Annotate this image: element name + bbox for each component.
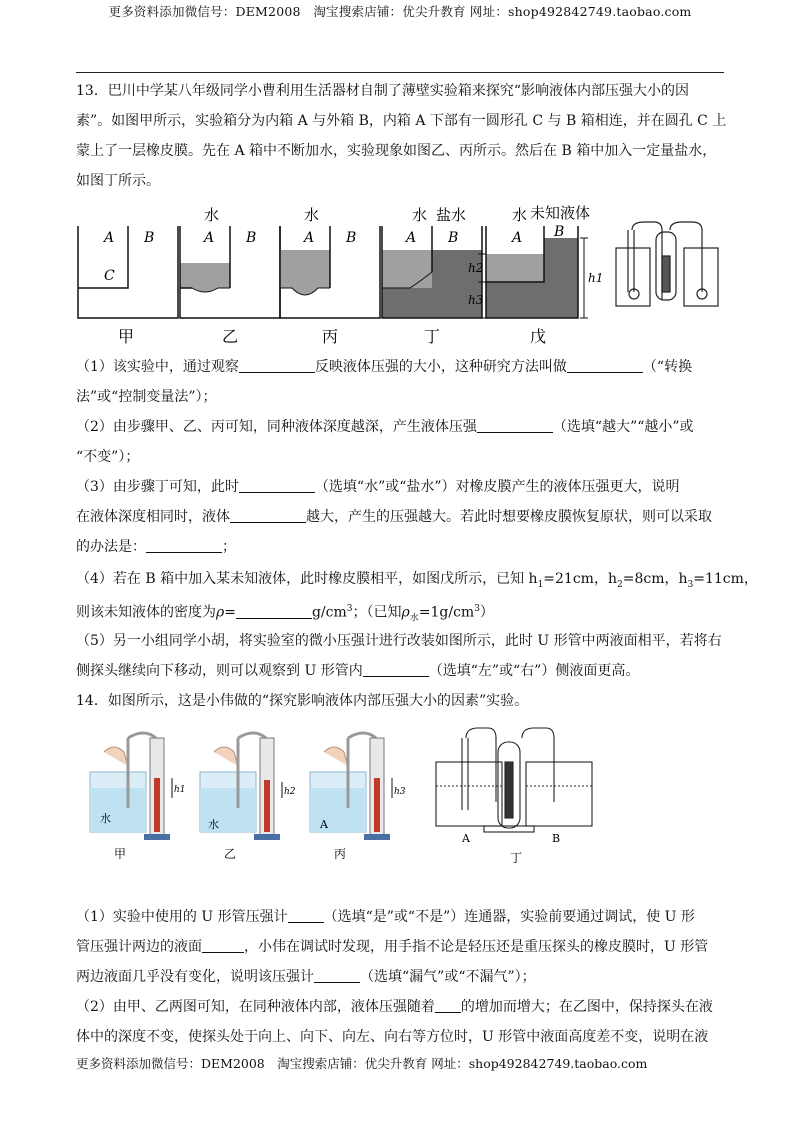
q14-s2-line-1: （2）由甲、乙两图可知，在同种液体内部，液体压强随着 的增加而增大；在乙图中，保持探头在液 [76,999,713,1015]
q13-s3-line-2: 在液体深度相同时，液体 越大，产生的压强越大。若此时想要橡皮膜恢复原状，则可以采取 [76,509,712,525]
set-jia [90,733,186,840]
answer-blank[interactable] [146,538,222,553]
caption-ding: 丁 [510,851,523,865]
top-label-bing: 水 [304,206,320,224]
label-h2: h2 [468,261,484,275]
box-bing [280,206,380,318]
caption-bing: 丙 [322,327,339,346]
label-b: B [144,230,155,246]
caption-bing: 丙 [334,847,347,861]
q13-intro-line-3: 蒙上了一层橡皮膜。先在 A 箱中不断加水，实验现象如图乙、丙所示。然后在 B 箱中加入一定量盐水， [76,143,717,159]
label-b-ding: B [448,230,459,246]
caption-jia: 甲 [114,847,127,861]
q13-s3-line-3: 的办法是： ； [76,539,236,555]
label-b-bing: B [346,230,357,246]
label-b-wu: B [554,224,565,240]
caption-ding: 丁 [424,327,441,346]
q14-figure [84,722,724,870]
h3-label: h3 [394,787,406,797]
probe-label-b: B [552,832,561,845]
q14-intro: 14．如图所示，这是小伟做的“探究影响液体内部压强大小的因素”实验。 [76,693,529,709]
q13-intro-line-4: 如图丁所示。 [76,173,160,189]
answer-blank[interactable] [567,358,643,373]
h1-label: h1 [174,785,186,795]
top-label-ding-salt: 盐水 [436,206,467,224]
h2-label: h2 [284,787,296,797]
answer-blank[interactable] [288,908,324,923]
answer-blank[interactable] [236,604,312,619]
beaker-label-jia: 水 [100,812,111,825]
label-a-wu: A [512,230,523,246]
q13-s1-line-2: 法”或“控制变量法”）； [76,389,217,405]
caption-wu: 戊 [530,327,547,346]
set-ding [436,728,592,832]
label-a: A [104,230,115,246]
beaker-label-yi: 水 [208,818,219,831]
answer-blank[interactable] [230,508,306,523]
answer-blank[interactable] [435,998,461,1013]
answer-blank[interactable] [477,418,553,433]
q13-s4-line-2: 则该未知液体的密度为$\rho= g/cm^3$；（已知$\rho_水=1g/cm^3$） [76,604,494,624]
caption-yi: 乙 [224,847,237,861]
top-label-wu-water: 水 [512,206,528,224]
label-a-ding: A [406,230,417,246]
page-footer: 更多资料添加微信号：DEM2008 淘宝搜索店铺：优尖升教育 网址：shop492842749.taobao.com [76,1056,648,1071]
q14-s1-line-1: （1）实验中使用的 U 形管压强计 （选填“是”或“不是”）连通器，实验前要通过调试，使 U 形 [76,909,695,925]
q13-figure [70,200,730,348]
q13-s5-line-2: 侧探头继续向下移动，则可以观察到 U 形管内 （选填“左”或“右”）侧液面更高。 [76,663,640,679]
u-tube-gauge [616,222,718,306]
q13-s5-line-1: （5）另一小组同学小胡，将实验室的微小压强计进行改装如图所示，此时 U 形管中两液面相平，若将右 [76,633,722,649]
label-h1: h1 [588,271,604,285]
q13-s3-line-1: （3）由步骤丁可知，此时 （选填“水”或“盐水”）对橡皮膜产生的液体压强更大，说明 [76,479,680,495]
beaker-label-bing: A [320,818,328,831]
q13-s2-line-1: （2）由步骤甲、乙、丙可知，同种液体深度越深，产生液体压强 （选填“越大”“越小”或 [76,419,694,435]
q14-s2-line-2: 体中的深度不变，使探头处于向上、向下、向左、向右等方位时，U 形管中液面高度差不变，说明在液 [76,1029,709,1045]
top-label-wu-unknown: 未知液体 [530,204,591,222]
label-h3: h3 [468,293,484,307]
caption-jia: 甲 [118,327,135,346]
q13-s4-line-1: （4）若在 B 箱中加入某未知液体，此时橡皮膜相平，如图戊所示，已知 $h_1=21cm$，$h_2=8cm$，$h_3=11cm$， [76,571,758,590]
q13-s2-line-2: “不变”）； [76,449,140,465]
page-header: 更多资料添加微信号：DEM2008 淘宝搜索店铺：优尖升教育 网址：shop492842749.taobao.com [108,4,692,19]
box-ding [382,206,482,318]
set-bing [310,733,406,840]
q13-intro-line-1: 13．巴川中学某八年级同学小曹利用生活器材自制了薄壁实验箱来探究“影响液体内部压强大小的因 [76,83,689,99]
q14-s1-line-3: 两边液面几乎没有变化，说明该压强计 （选填“漏气”或“不漏气”）； [76,969,536,985]
set-yi [200,733,296,840]
q13-intro-line-2: 素”。如图甲所示，实验箱分为内箱 A 与外箱 B，内箱 A 下部有一圆形孔 C 与 B 箱相连，并在圆孔 C 上 [76,113,727,129]
label-a-bing: A [304,230,315,246]
q13-s1-line-1: （1）该实验中，通过观察 反映液体压强的大小，这种研究方法叫做 （“转换 [76,359,693,375]
label-c: C [104,268,115,284]
q14-s1-line-2: 管压强计两边的液面 ，小伟在调试时发现，用手指不论是轻压还是重压探头的橡皮膜时，U 形管 [76,939,709,955]
box-jia [78,226,178,318]
label-a-yi: A [204,230,215,246]
answer-blank[interactable] [202,938,244,953]
label-b-yi: B [246,230,257,246]
header-divider [76,72,724,73]
probe-label-a: A [462,832,470,845]
answer-blank[interactable] [239,478,315,493]
top-label-ding-water: 水 [412,206,428,224]
box-yi [180,206,280,318]
caption-yi: 乙 [222,327,239,346]
box-wu [468,204,603,318]
answer-blank[interactable] [363,662,429,677]
answer-blank[interactable] [239,358,315,373]
top-label-yi: 水 [204,206,220,224]
answer-blank[interactable] [314,968,360,983]
